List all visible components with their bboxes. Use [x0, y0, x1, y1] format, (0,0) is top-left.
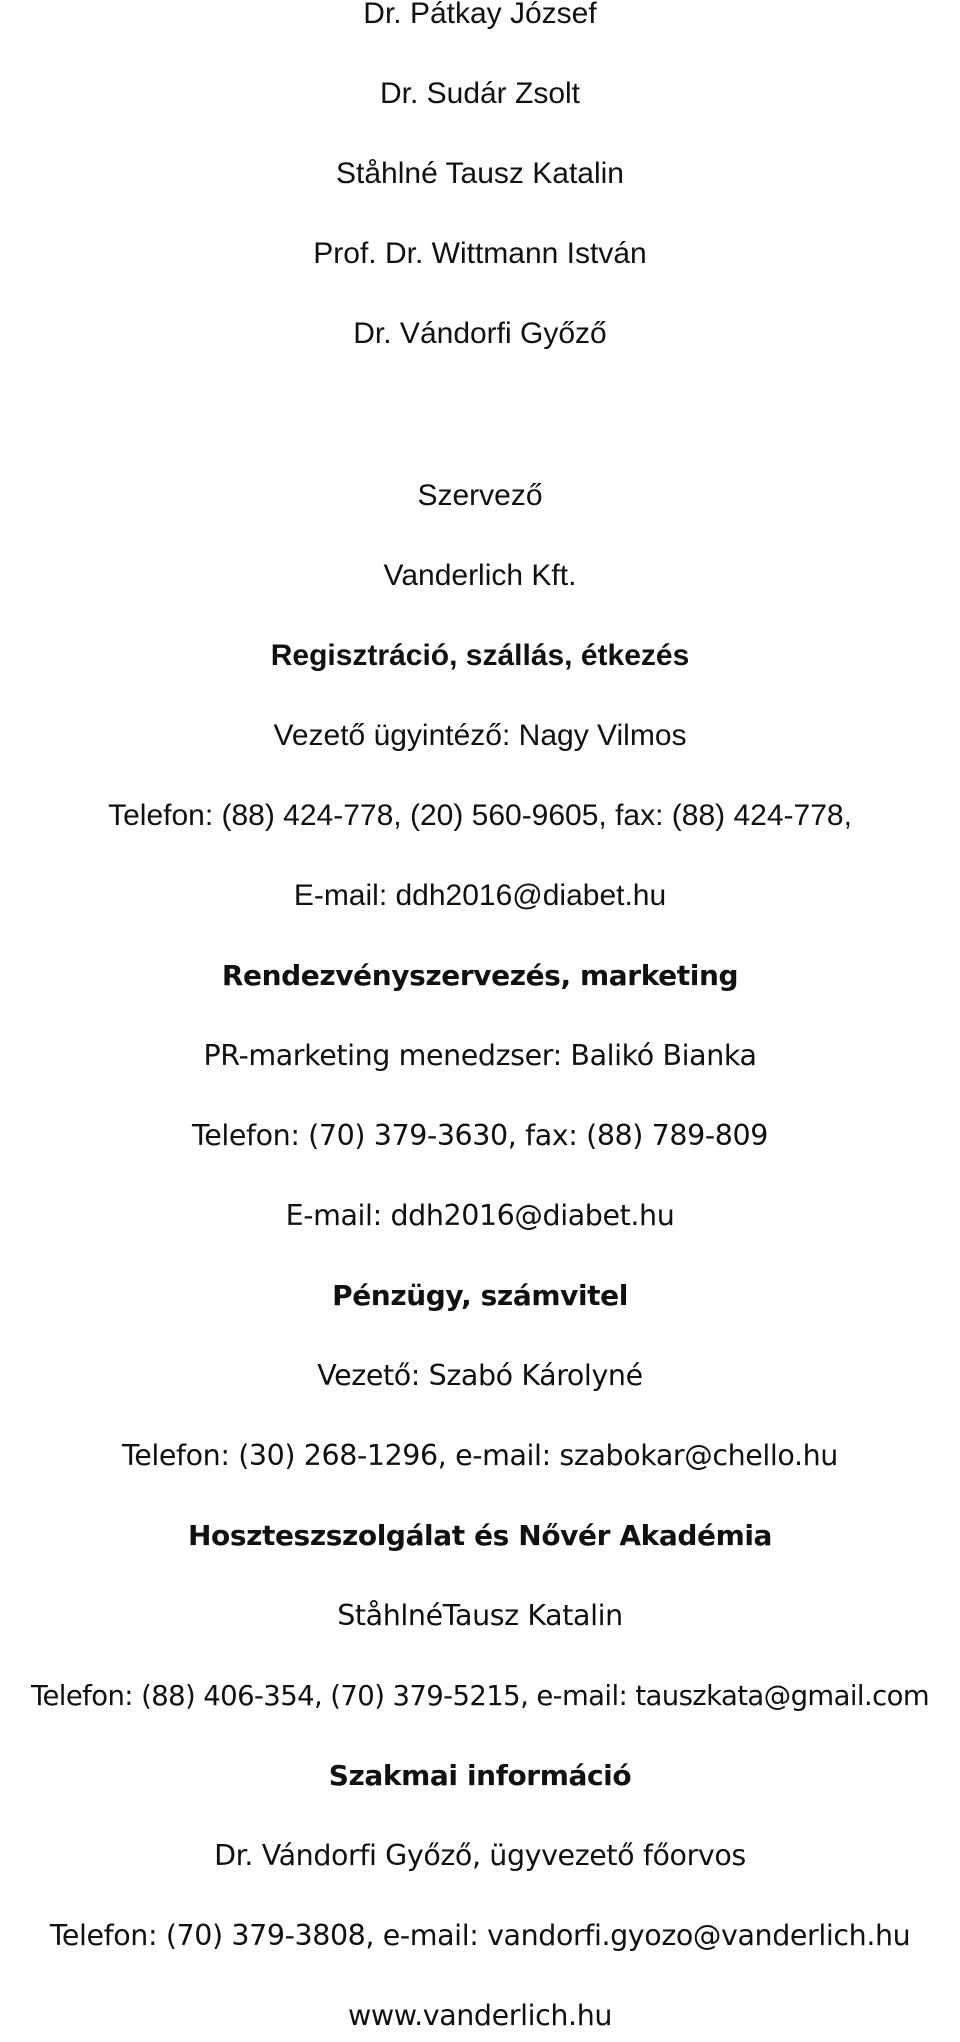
committee-member: Prof. Dr. Wittmann István — [313, 237, 647, 270]
committee-member: Dr. Sudár Zsolt — [379, 77, 581, 110]
hostess-contact: StåhlnéTausz Katalin — [337, 1599, 623, 1632]
finance-phone: Telefon: (30) 268-1296, e-mail: szabokar@chello.hu — [122, 1439, 838, 1472]
registration-contact: Vezető ügyintéző: Nagy Vilmos — [273, 719, 687, 752]
organizer-company: Vanderlich Kft. — [383, 559, 577, 592]
registration-email: E-mail: ddh2016@diabet.hu — [293, 879, 667, 912]
hostess-heading: Hoszteszszolgálat és Nővér Akadémia — [187, 1519, 773, 1552]
professional-heading: Szakmai információ — [328, 1759, 632, 1792]
finance-contact: Vezető: Szabó Károlyné — [317, 1359, 643, 1392]
registration-heading: Regisztráció, szállás, étkezés — [270, 639, 690, 672]
committee-member: Ståhlné Tausz Katalin — [336, 157, 624, 190]
finance-heading: Pénzügy, számvitel — [332, 1279, 628, 1312]
registration-phone: Telefon: (88) 424-778, (20) 560-9605, fax: (88) 424-778, — [108, 799, 852, 832]
committee-member: Dr. Vándorfi Győző — [353, 317, 607, 350]
organizer-heading: Szervező — [417, 479, 543, 512]
hostess-phone: Telefon: (88) 406-354, (70) 379-5215, e-mail: tauszkata@gmail.com — [30, 1680, 930, 1712]
marketing-contact: PR-marketing menedzser: Balikó Bianka — [203, 1039, 757, 1072]
marketing-email: E-mail: ddh2016@diabet.hu — [285, 1199, 675, 1232]
professional-website[interactable]: www.vanderlich.hu — [347, 1999, 613, 2032]
marketing-phone: Telefon: (70) 379-3630, fax: (88) 789-809 — [192, 1119, 768, 1152]
committee-member: Dr. Pátkay József — [363, 0, 597, 30]
marketing-heading: Rendezvényszervezés, marketing — [221, 959, 739, 992]
professional-phone: Telefon: (70) 379-3808, e-mail: vandorfi.gyozo@vanderlich.hu — [49, 1919, 911, 1952]
professional-contact: Dr. Vándorfi Győző, ügyvezető főorvos — [214, 1839, 746, 1872]
